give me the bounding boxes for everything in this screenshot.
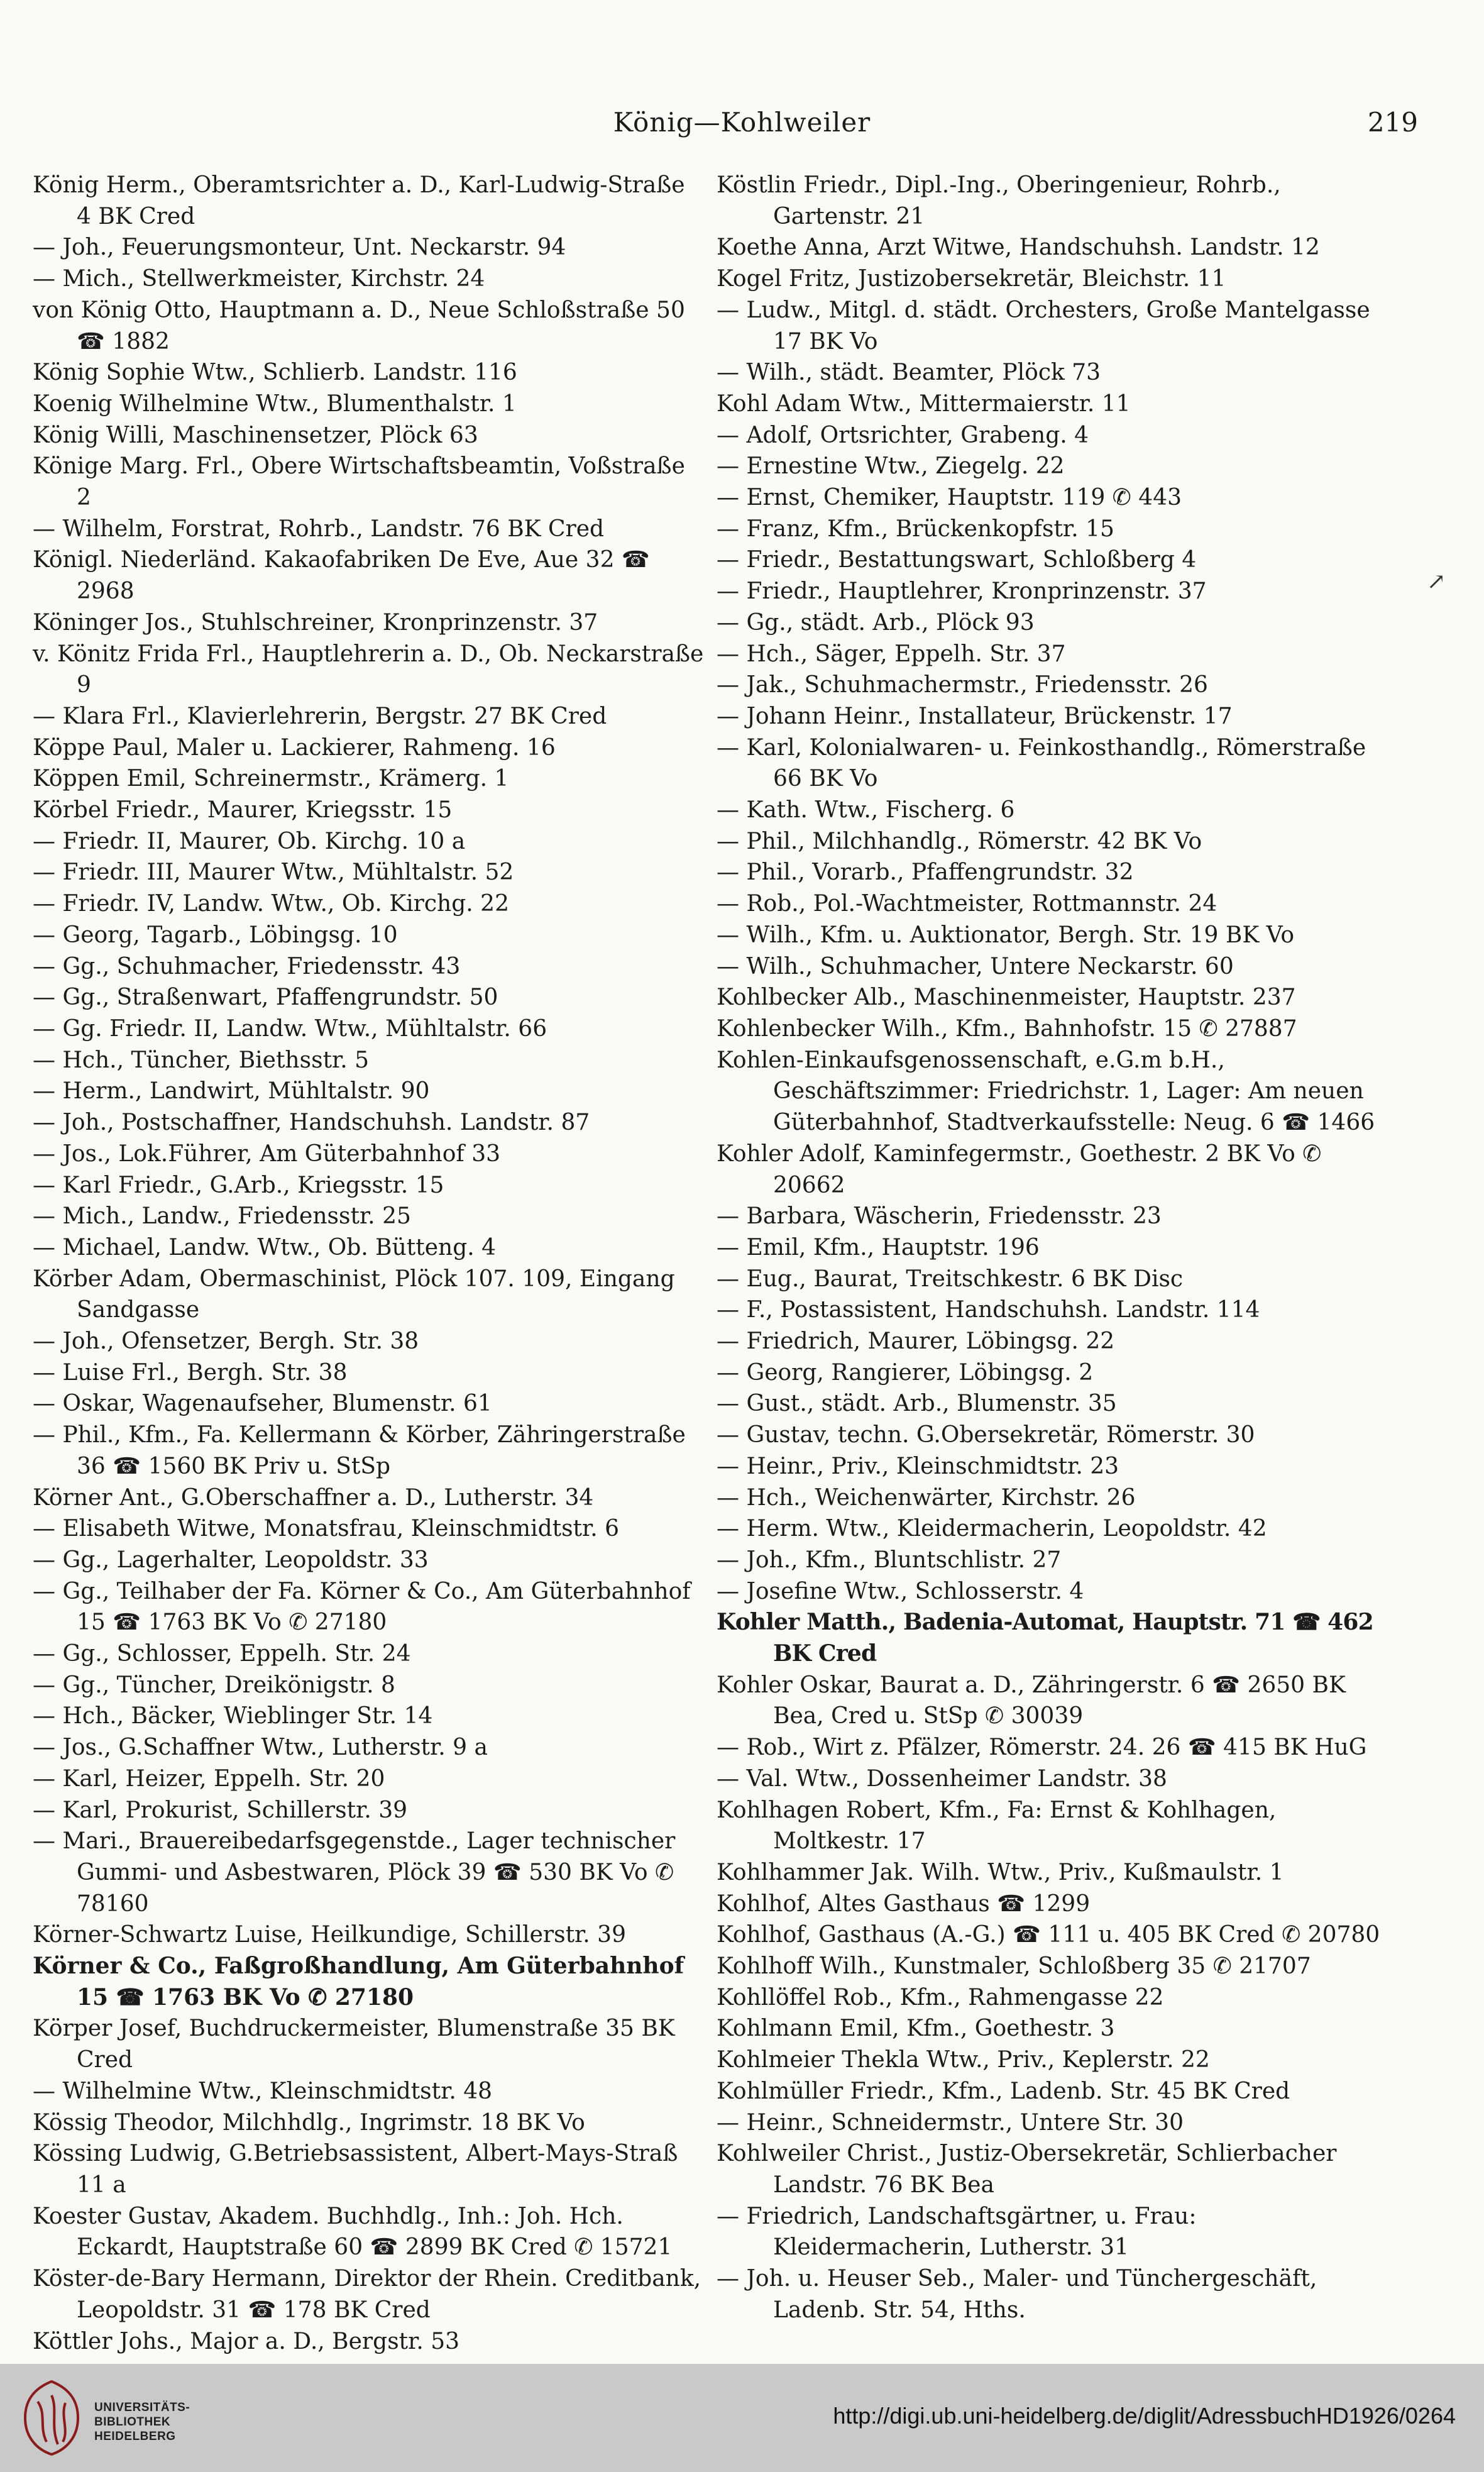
list-item: — Wilh., Kfm. u. Auktionator, Bergh. Str. 19 BK Vo	[717, 922, 1295, 948]
list-item: — Jak., Schuhmachermstr., Friedensstr. 26	[717, 672, 1208, 698]
list-item: — Gg., Teilhaber der Fa. Körner & Co., Am Güterbahnhof 15 ☎ 1763 BK Vo ✆ 27180	[33, 1578, 691, 1636]
list-item: — Karl, Prokurist, Schillerstr. 39	[33, 1797, 408, 1823]
list-item: — Joh., Postschaffner, Handschuhsh. Landstr. 87	[33, 1110, 590, 1136]
list-item: — Josefine Wtw., Schlosserstr. 4	[717, 1578, 1084, 1604]
list-item: Kohlmann Emil, Kfm., Goethestr. 3	[717, 2016, 1115, 2042]
right-column	[717, 170, 1390, 2326]
list-item: — Mich., Stellwerkmeister, Kirchstr. 24	[33, 266, 485, 292]
list-item: Körber Adam, Obermaschinist, Plöck 107. 109, Eingang Sandgasse	[33, 1266, 675, 1323]
list-item: — Karl, Kolonialwaren- u. Feinkosthandlg., Römerstraße 66 BK Vo	[717, 734, 1366, 792]
list-item: Kohl Adam Wtw., Mittermaierstr. 11	[717, 390, 1131, 417]
list-item: — Gust., städt. Arb., Blumenstr. 35	[717, 1391, 1117, 1417]
list-item: Kohlweiler Christ., Justiz-Obersekretär, Schlierbacher Landstr. 76 BK Bea	[717, 2141, 1337, 2198]
list-item: — Ernestine Wtw., Ziegelg. 22	[717, 453, 1065, 480]
list-item: König Herm., Oberamtsrichter a. D., Karl-Ludwig-Straße 4 BK Cred	[33, 172, 685, 229]
list-item: — Friedr. II, Maurer, Ob. Kirchg. 10 a	[33, 828, 466, 854]
list-item: Köppe Paul, Maler u. Lackierer, Rahmeng. 16	[33, 734, 556, 761]
list-item: — Luise Frl., Bergh. Str. 38	[33, 1359, 348, 1386]
list-item: — Hch., Weichenwärter, Kirchstr. 26	[717, 1484, 1136, 1511]
list-item: — Klara Frl., Klavierlehrerin, Bergstr. 27 BK Cred	[33, 703, 607, 729]
list-item: — Mich., Landw., Friedensstr. 25	[33, 1203, 411, 1230]
list-item: — Wilhelm, Forstrat, Rohrb., Landstr. 76 BK Cred	[33, 516, 605, 542]
list-item: — Emil, Kfm., Hauptstr. 196	[717, 1234, 1040, 1261]
list-item: — Gg., Schuhmacher, Friedensstr. 43	[33, 953, 461, 979]
list-item: Kössing Ludwig, G.Betriebsassistent, Albert-Mays-Straß 11 a	[33, 2141, 678, 2198]
list-item: Körner Ant., G.Oberschaffner a. D., Lutherstr. 34	[33, 1484, 594, 1511]
list-item: Kohlenbecker Wilh., Kfm., Bahnhofstr. 15 ✆ 27887	[717, 1015, 1297, 1042]
list-item: Körbel Friedr., Maurer, Kriegsstr. 15	[33, 797, 453, 824]
source-url-link[interactable]: http://digi.ub.uni-heidelberg.de/diglit/AdressbuchHD1926/0264	[833, 2403, 1456, 2429]
list-item: Königl. Niederländ. Kakaofabriken De Eve, Aue 32 ☎ 2968	[33, 547, 650, 605]
list-item: — Gg., Schlosser, Eppelh. Str. 24	[33, 1641, 411, 1667]
list-item: — Phil., Vorarb., Pfaffengrundstr. 32	[717, 859, 1134, 886]
list-item: — Ludw., Mitgl. d. städt. Orchesters, Große Mantelgasse 17 BK Vo	[717, 297, 1370, 355]
list-item: v. Könitz Frida Frl., Hauptlehrerin a. D., Ob. Neckarstraße 9	[33, 641, 704, 698]
page-title: König—Kohlweiler	[613, 107, 871, 138]
list-item: Köninger Jos., Stuhlschreiner, Kronprinzenstr. 37	[33, 609, 598, 636]
list-item: Koethe Anna, Arzt Witwe, Handschuhsh. Landstr. 12	[717, 235, 1320, 261]
list-item: — Gustav, techn. G.Obersekretär, Römerstr. 30	[717, 1422, 1255, 1448]
list-item: Köttler Johs., Major a. D., Bergstr. 53	[33, 2328, 460, 2354]
list-item-highlighted: Kohler Matth., Badenia-Automat, Hauptstr. 71 ☎ 462 BK Cred	[717, 1609, 1373, 1667]
list-item: — Georg, Rangierer, Löbingsg. 2	[717, 1359, 1094, 1386]
list-item: Kohlhof, Gasthaus (A.-G.) ☎ 111 u. 405 BK Cred ✆ 20780	[717, 1922, 1380, 1948]
list-item: Kohlhoff Wilh., Kunstmaler, Schloßberg 35 ✆ 21707	[717, 1953, 1311, 1980]
list-item: — Phil., Kfm., Fa. Kellermann & Körber, Zähringerstraße 36 ☎ 1560 BK Priv u. StSp	[33, 1422, 686, 1479]
list-item: — Georg, Tagarb., Löbingsg. 10	[33, 922, 398, 948]
list-item: Kohllöffel Rob., Kfm., Rahmengasse 22	[717, 1984, 1164, 2011]
list-item: Könige Marg. Frl., Obere Wirtschaftsbeamtin, Voßstraße 2	[33, 453, 685, 511]
list-item: — Friedr., Hauptlehrer, Kronprinzenstr. 37	[717, 578, 1207, 605]
list-item: — Val. Wtw., Dossenheimer Landstr. 38	[717, 1765, 1167, 1792]
list-item: Kohlhof, Altes Gasthaus ☎ 1299	[717, 1890, 1091, 1917]
list-item: — Adolf, Ortsrichter, Grabeng. 4	[717, 422, 1089, 448]
running-head	[31, 107, 1453, 151]
list-item: — Phil., Milchhandlg., Römerstr. 42 BK Vo	[717, 828, 1202, 854]
list-item: — Joh., Ofensetzer, Bergh. Str. 38	[33, 1328, 419, 1355]
list-item: — Karl, Heizer, Eppelh. Str. 20	[33, 1765, 385, 1792]
list-item: Kohler Oskar, Baurat a. D., Zähringerstr. 6 ☎ 2650 BK Bea, Cred u. StSp ✆ 30039	[717, 1672, 1346, 1730]
list-item: — Elisabeth Witwe, Monatsfrau, Kleinschmidtstr. 6	[33, 1516, 620, 1542]
list-item: — Friedr., Bestattungswart, Schloßberg 4	[717, 547, 1197, 573]
list-item: — Eug., Baurat, Treitschkestr. 6 BK Disc	[717, 1266, 1184, 1292]
list-item: — Karl Friedr., G.Arb., Kriegsstr. 15	[33, 1172, 444, 1198]
list-item: — Heinr., Priv., Kleinschmidtstr. 23	[717, 1453, 1119, 1479]
list-item: Koester Gustav, Akadem. Buchhdlg., Inh.: Joh. Hch. Eckardt, Hauptstraße 60 ☎ 2899 BK Cred ✆ 15721	[33, 2203, 673, 2261]
list-item: Kogel Fritz, Justizobersekretär, Bleichstr. 11	[717, 266, 1226, 292]
list-item: Köppen Emil, Schreinermstr., Krämerg. 1	[33, 766, 509, 792]
list-item: — Friedrich, Maurer, Löbingsg. 22	[717, 1328, 1115, 1355]
list-item: Koenig Wilhelmine Wtw., Blumenthalstr. 1	[33, 390, 517, 417]
list-item: — Herm., Landwirt, Mühltalstr. 90	[33, 1078, 430, 1105]
list-item: — Michael, Landw. Wtw., Ob. Bütteng. 4	[33, 1234, 497, 1261]
list-item: — Joh. u. Heuser Seb., Maler- und Tünchergeschäft, Ladenb. Str. 54, Hths.	[717, 2266, 1317, 2323]
left-column	[33, 170, 705, 2357]
list-item: — Rob., Wirt z. Pfälzer, Römerstr. 24. 26 ☎ 415 BK HuG	[717, 1735, 1367, 1761]
list-item: Körner-Schwartz Luise, Heilkundige, Schillerstr. 39	[33, 1922, 626, 1948]
list-item: Köstlin Friedr., Dipl.-Ing., Oberingenieur, Rohrb., Gartenstr. 21	[717, 172, 1281, 229]
list-item: — Rob., Pol.-Wachtmeister, Rottmannstr. 24	[717, 891, 1217, 917]
page-number: 219	[1367, 107, 1418, 138]
list-item: — Herm. Wtw., Kleidermacherin, Leopoldstr. 42	[717, 1516, 1267, 1542]
list-item: — Gg., Tüncher, Dreikönigstr. 8	[33, 1672, 395, 1698]
list-item: Kohlmeier Thekla Wtw., Priv., Keplerstr. 22	[717, 2047, 1210, 2073]
list-item: Kohlhammer Jak. Wilh. Wtw., Priv., Kußmaulstr. 1	[717, 1859, 1284, 1885]
list-item: — Wilhelmine Wtw., Kleinschmidtstr. 48	[33, 2078, 493, 2104]
list-item: — Gg., städt. Arb., Plöck 93	[717, 609, 1035, 636]
list-item: — Friedr. IV, Landw. Wtw., Ob. Kirchg. 22	[33, 891, 509, 917]
list-item: Kohlhagen Robert, Kfm., Fa: Ernst & Kohlhagen, Moltkestr. 17	[717, 1797, 1277, 1855]
list-item: — Jos., G.Schaffner Wtw., Lutherstr. 9 a	[33, 1735, 488, 1761]
list-item: Kohlmüller Friedr., Kfm., Ladenb. Str. 45 BK Cred	[717, 2078, 1290, 2104]
university-seal-icon	[14, 2376, 89, 2458]
list-item: Kohlbecker Alb., Maschinenmeister, Hauptstr. 237	[717, 985, 1296, 1011]
list-item: Kohler Adolf, Kaminfegermstr., Goethestr. 2 BK Vo ✆ 20662	[717, 1140, 1322, 1198]
list-item: — Hch., Bäcker, Wieblinger Str. 14	[33, 1703, 433, 1730]
list-item: — Joh., Feuerungsmonteur, Unt. Neckarstr. 94	[33, 235, 566, 261]
list-item: — Friedr. III, Maurer Wtw., Mühltalstr. 52	[33, 859, 514, 886]
library-name: UNIVERSITÄTS- BIBLIOTHEK HEIDELBERG	[94, 2401, 190, 2443]
list-item: — Friedrich, Landschaftsgärtner, u. Frau: Kleidermacherin, Lutherstr. 31	[717, 2203, 1197, 2261]
footer-bar	[0, 2364, 1484, 2472]
list-item: — Gg., Lagerhalter, Leopoldstr. 33	[33, 1547, 429, 1573]
list-item: Körper Josef, Buchdruckermeister, Blumenstraße 35 BK Cred	[33, 2016, 675, 2073]
list-item: — Gg., Straßenwart, Pfaffengrundstr. 50	[33, 985, 498, 1011]
list-item: von König Otto, Hauptmann a. D., Neue Schloßstraße 50 ☎ 1882	[33, 297, 685, 355]
list-item-highlighted: Körner & Co., Faßgroßhandlung, Am Güterbahnhof 15 ☎ 1763 BK Vo ✆ 27180	[33, 1953, 684, 2011]
list-item: — Gg. Friedr. II, Landw. Wtw., Mühltalstr. 66	[33, 1015, 547, 1042]
list-item: — F., Postassistent, Handschuhsh. Landstr. 114	[717, 1297, 1260, 1323]
list-item: — Wilh., Schuhmacher, Untere Neckarstr. 60	[717, 953, 1234, 979]
list-item: — Franz, Kfm., Brückenkopfstr. 15	[717, 516, 1114, 542]
margin-pencil-mark: ↗	[1427, 569, 1446, 595]
list-item: — Johann Heinr., Installateur, Brückenstr. 17	[717, 703, 1233, 729]
list-item: König Sophie Wtw., Schlierb. Landstr. 116	[33, 360, 517, 386]
list-item: König Willi, Maschinensetzer, Plöck 63	[33, 422, 478, 448]
list-item: — Jos., Lok.Führer, Am Güterbahnhof 33	[33, 1140, 501, 1167]
list-item: — Mari., Brauereibedarfsgegenstde., Lager technischer Gummi- und Asbestwaren, Plöck 39 ☎ 530 BK Vo ✆ 78160	[33, 1828, 676, 1917]
list-item: — Oskar, Wagenaufseher, Blumenstr. 61	[33, 1391, 492, 1417]
list-item: Kohlen-Einkaufsgenossenschaft, e.G.m b.H., Geschäftszimmer: Friedrichstr. 1, Lager: Am neuen Güterbahnhof, Stadtverkaufsstelle: Neug. 6 ☎ 1466	[717, 1047, 1375, 1136]
list-item: — Kath. Wtw., Fischerg. 6	[717, 797, 1015, 824]
list-item: — Barbara, Wäscherin, Friedensstr. 23	[717, 1203, 1162, 1230]
list-item: — Hch., Säger, Eppelh. Str. 37	[717, 641, 1066, 667]
list-item: — Wilh., städt. Beamter, Plöck 73	[717, 360, 1101, 386]
list-item: Köster-de-Bary Hermann, Direktor der Rhein. Creditbank, Leopoldstr. 31 ☎ 178 BK Cred	[33, 2266, 701, 2323]
list-item: — Joh., Kfm., Bluntschlistr. 27	[717, 1547, 1062, 1573]
list-item: — Heinr., Schneidermstr., Untere Str. 30	[717, 2109, 1184, 2136]
list-item: Kössig Theodor, Milchhdlg., Ingrimstr. 18 BK Vo	[33, 2109, 585, 2136]
list-item: — Hch., Tüncher, Biethsstr. 5	[33, 1047, 370, 1073]
list-item: — Ernst, Chemiker, Hauptstr. 119 ✆ 443	[717, 485, 1182, 511]
